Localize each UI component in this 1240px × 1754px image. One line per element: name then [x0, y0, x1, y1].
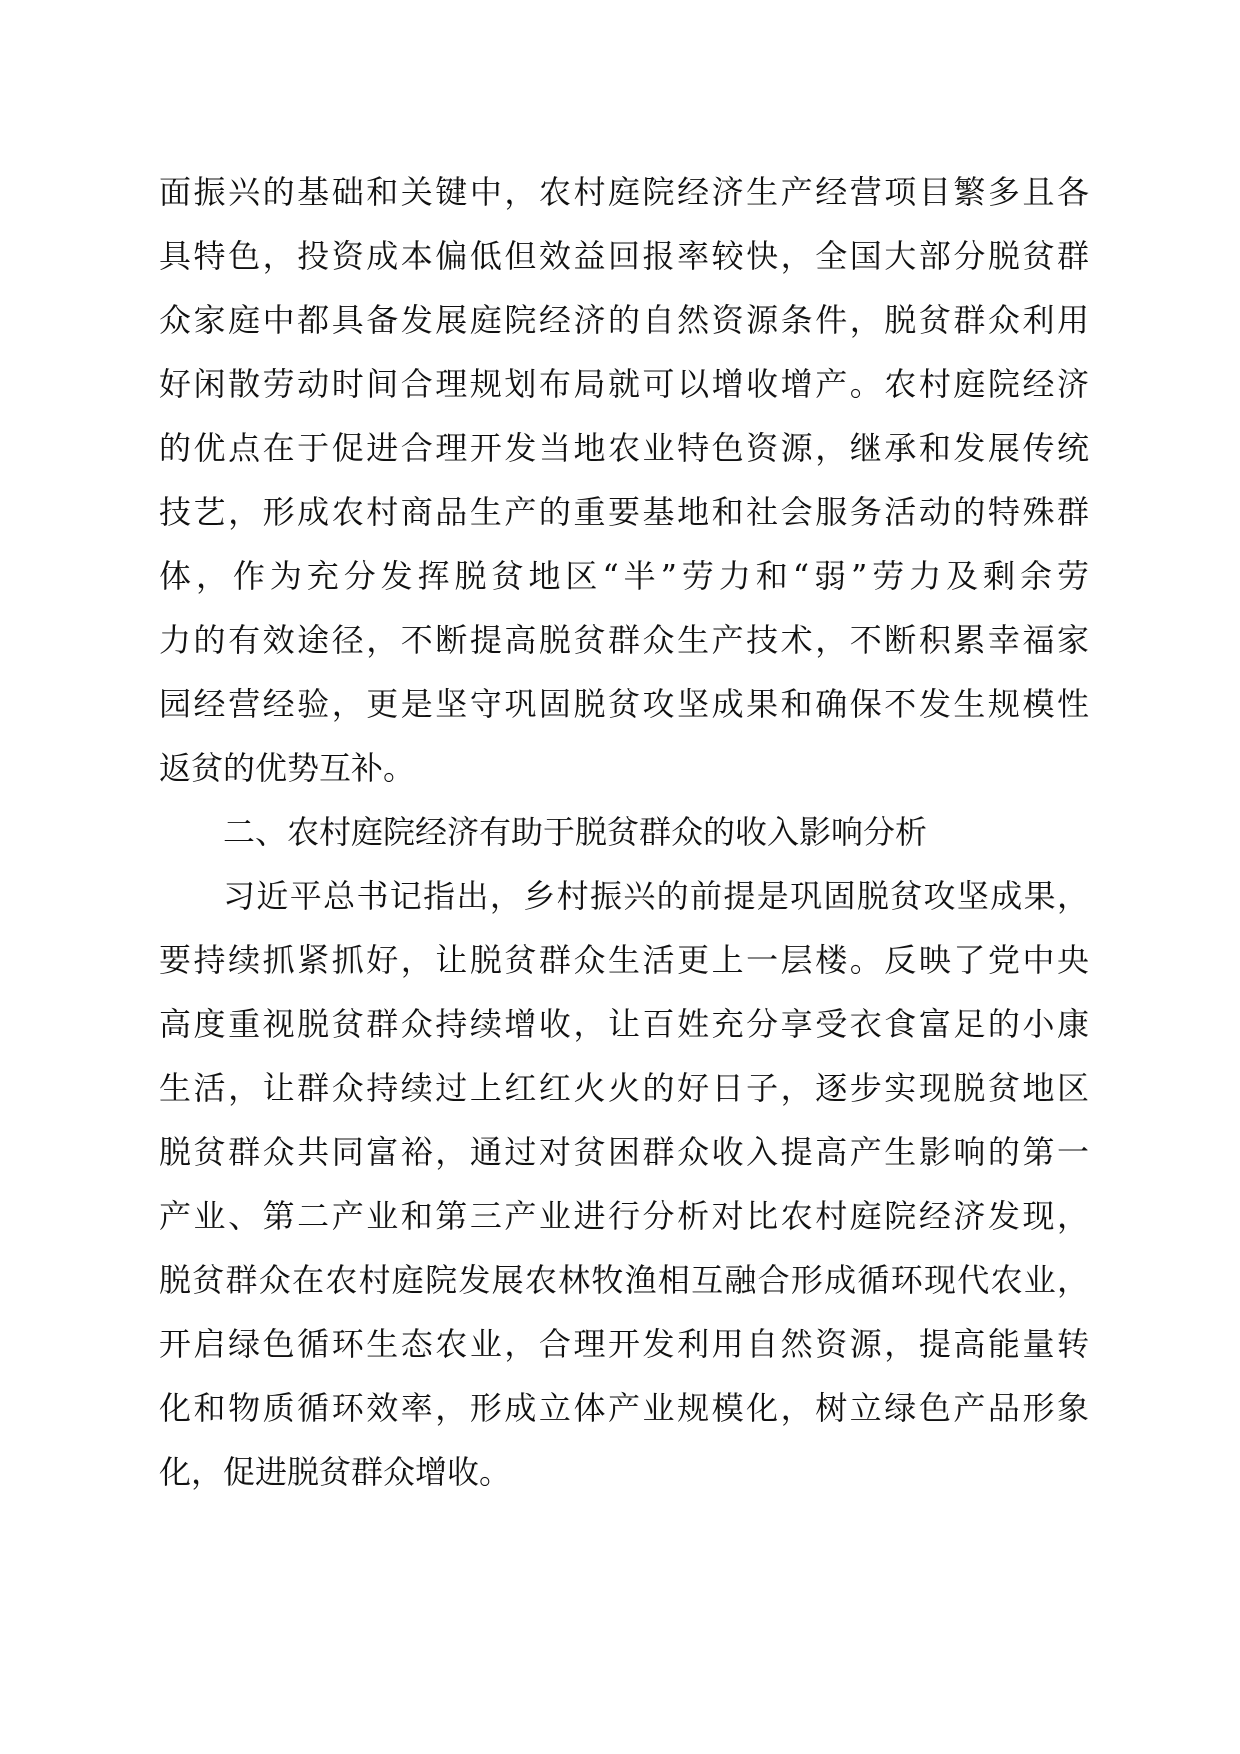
- paragraph-line: 化，促进脱贫群众增收。: [159, 1453, 512, 1491]
- paragraph-line: 具特色，投资成本偏低但效益回报率较快，全国大部分脱贫群: [159, 237, 1089, 275]
- paragraph-line: 习近平总书记指出，乡村振兴的前提是巩固脱贫攻坚成果，: [223, 877, 1089, 915]
- paragraph-line: 返贫的优势互补。: [159, 749, 416, 787]
- paragraph-line: 众家庭中都具备发展庭院经济的自然资源条件，脱贫群众利用: [159, 301, 1089, 339]
- paragraph-line: 的优点在于促进合理开发当地农业特色资源，继承和发展传统: [159, 429, 1089, 467]
- paragraph-line: 体，作为充分发挥脱贫地区“半”劳力和“弱”劳力及剩余劳: [159, 557, 1089, 595]
- paragraph-line: 园经营经验，更是坚守巩固脱贫攻坚成果和确保不发生规模性: [159, 685, 1089, 723]
- paragraph-line: 脱贫群众共同富裕，通过对贫困群众收入提高产生影响的第一: [159, 1133, 1089, 1171]
- paragraph-line: 力的有效途径，不断提高脱贫群众生产技术，不断积累幸福家: [159, 621, 1089, 659]
- paragraph-line: 生活，让群众持续过上红红火火的好日子，逐步实现脱贫地区: [159, 1069, 1089, 1107]
- paragraph-line: 要持续抓紧抓好，让脱贫群众生活更上一层楼。反映了党中央: [159, 941, 1089, 979]
- paragraph-line: 面振兴的基础和关键中，农村庭院经济生产经营项目繁多且各: [159, 173, 1089, 211]
- paragraph-line: 高度重视脱贫群众持续增收，让百姓充分享受衣食富足的小康: [159, 1005, 1089, 1043]
- paragraph-line: 脱贫群众在农村庭院发展农林牧渔相互融合形成循环现代农业，: [159, 1261, 1089, 1299]
- paragraph-line: 化和物质循环效率，形成立体产业规模化，树立绿色产品形象: [159, 1389, 1089, 1427]
- paragraph-line: 产业、第二产业和第三产业进行分析对比农村庭院经济发现，: [159, 1197, 1089, 1235]
- paragraph-line: 好闲散劳动时间合理规划布局就可以增收增产。农村庭院经济: [159, 365, 1089, 403]
- section-heading: 二、农村庭院经济有助于脱贫群众的收入影响分析: [223, 813, 928, 851]
- paragraph-line: 技艺，形成农村商品生产的重要基地和社会服务活动的特殊群: [159, 493, 1089, 531]
- paragraph-line: 开启绿色循环生态农业，合理开发利用自然资源，提高能量转: [159, 1325, 1089, 1363]
